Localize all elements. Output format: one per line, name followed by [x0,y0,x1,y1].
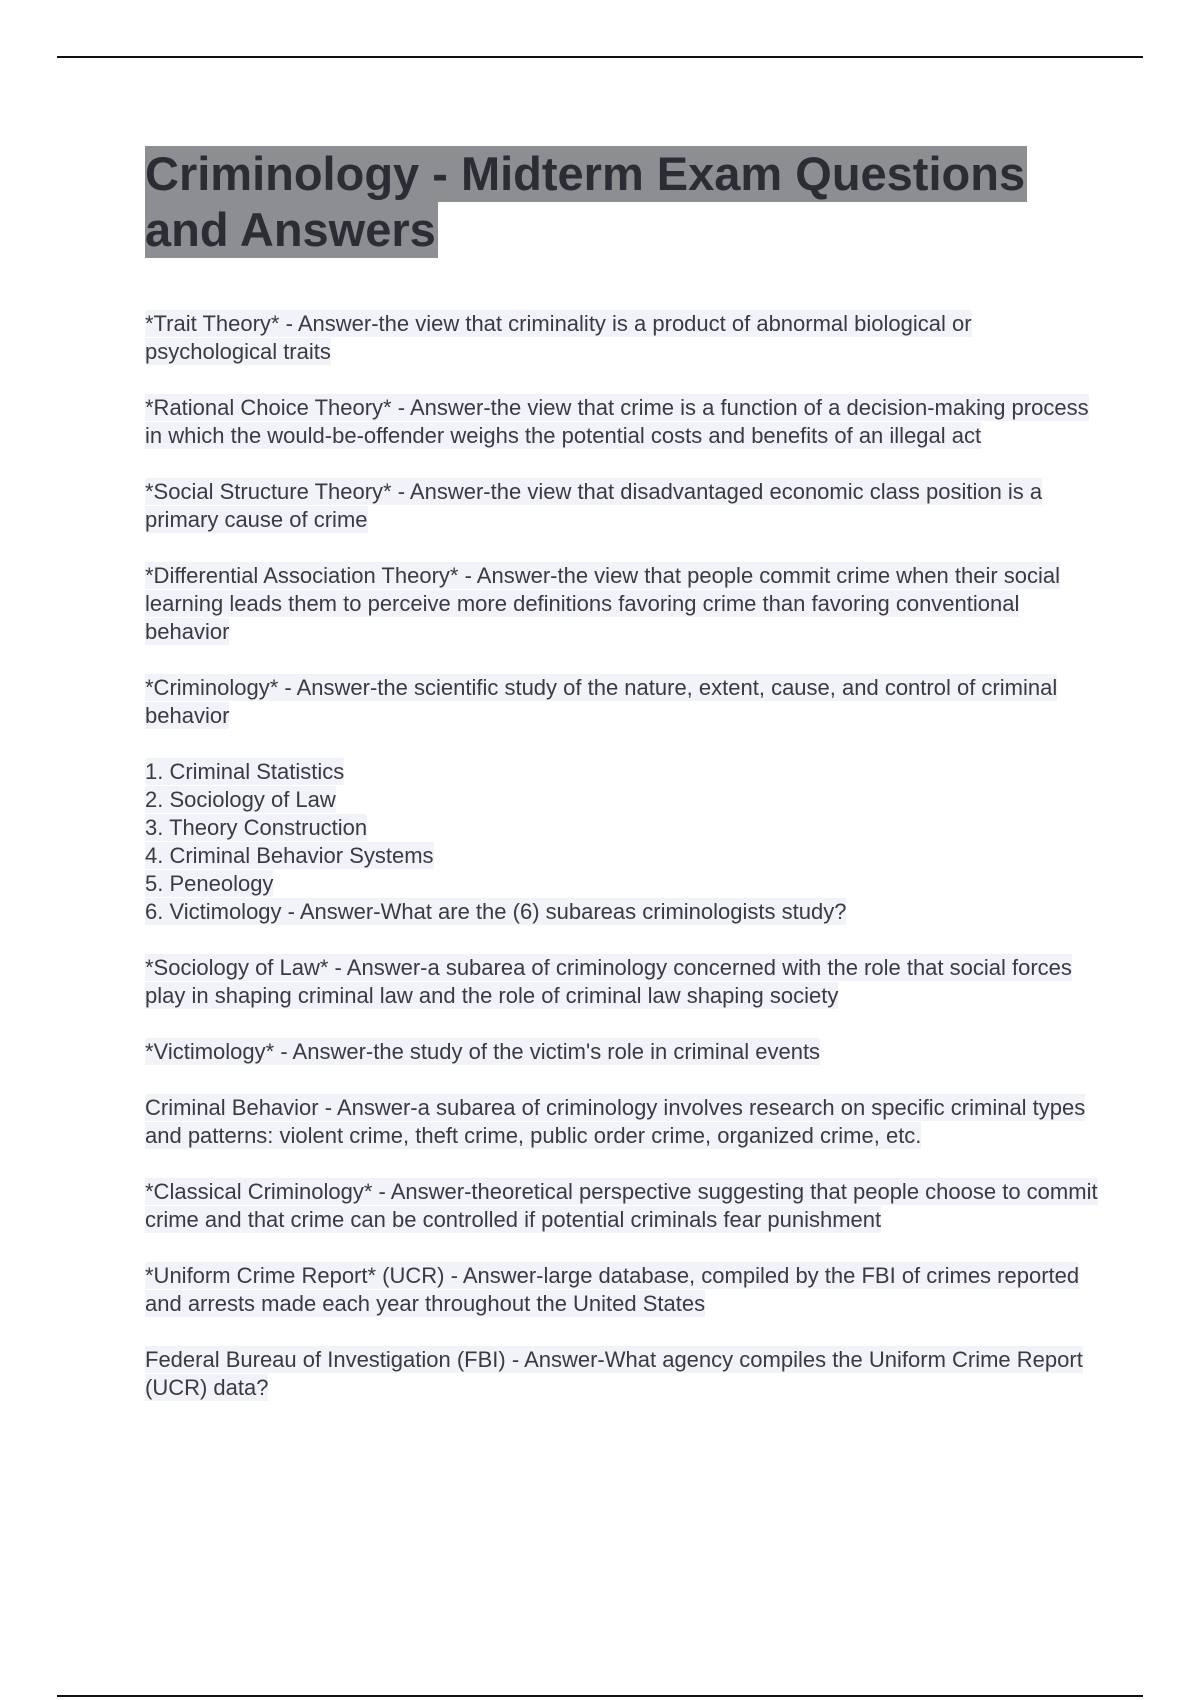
page-title [145,146,1105,258]
entry-text: *Trait Theory* - Answer-the view that criminality is a product of abnormal biological or psychological traits [145,311,972,364]
entry-sociology-of-law [145,954,1105,1010]
entry-text: *Criminology* - Answer-the scientific study of the nature, extent, cause, and control of criminal behavior [145,675,1058,728]
entry-differential-association-theory [145,562,1105,646]
entry-text: Federal Bureau of Investigation (FBI) - Answer-What agency compiles the Uniform Crime Report (UCR) data? [145,1347,1083,1400]
entry-criminology [145,674,1105,730]
title-line-1: Criminology - Midterm Exam Questions [145,147,1026,200]
top-rule [57,56,1143,58]
subareas-list [145,758,1105,926]
entry-text: Criminal Behavior - Answer-a subarea of criminology involves research on specific criminal types and patterns: violent crime, theft crime, public order crime, organized crime, etc. [145,1095,1086,1148]
list-item: 5. Peneology [145,871,274,896]
entry-text: *Sociology of Law* - Answer-a subarea of criminology concerned with the role that social forces play in shaping criminal law and the role of criminal law shaping society [145,955,1072,1008]
entry-criminal-behavior [145,1094,1105,1150]
list-item: 4. Criminal Behavior Systems [145,843,434,868]
list-item: 1. Criminal Statistics [145,759,345,784]
list-item: 6. Victimology - Answer-What are the (6) subareas criminologists study? [145,899,847,924]
entry-text: *Differential Association Theory* - Answer-the view that people commit crime when their social learning leads them to perceive more definitions favoring crime than favoring conventional behavior [145,563,1061,644]
entry-social-structure-theory [145,478,1105,534]
entry-trait-theory [145,310,1105,366]
entry-classical-criminology [145,1178,1105,1234]
entry-victimology [145,1038,1105,1066]
list-item: 2. Sociology of Law [145,787,336,812]
entry-text: *Victimology* - Answer-the study of the victim's role in criminal events [145,1039,821,1064]
entry-text: *Classical Criminology* - Answer-theoretical perspective suggesting that people choose to commit crime and that crime can be controlled if potential criminals fear punishment [145,1179,1098,1232]
entry-text: *Rational Choice Theory* - Answer-the view that crime is a function of a decision-making process in which the would-be-offender weighs the potential costs and benefits of an illegal act [145,395,1089,448]
entry-text: *Uniform Crime Report* (UCR) - Answer-large database, compiled by the FBI of crimes reported and arrests made each year throughout the United States [145,1263,1080,1316]
entry-rational-choice-theory [145,394,1105,450]
document-body [145,146,1105,1430]
bottom-rule [57,1695,1143,1697]
list-item: 3. Theory Construction [145,815,368,840]
entry-fbi [145,1346,1105,1402]
entry-uniform-crime-report [145,1262,1105,1318]
entry-text: *Social Structure Theory* - Answer-the view that disadvantaged economic class position is a primary cause of crime [145,479,1043,532]
title-line-2: and Answers [145,203,436,256]
